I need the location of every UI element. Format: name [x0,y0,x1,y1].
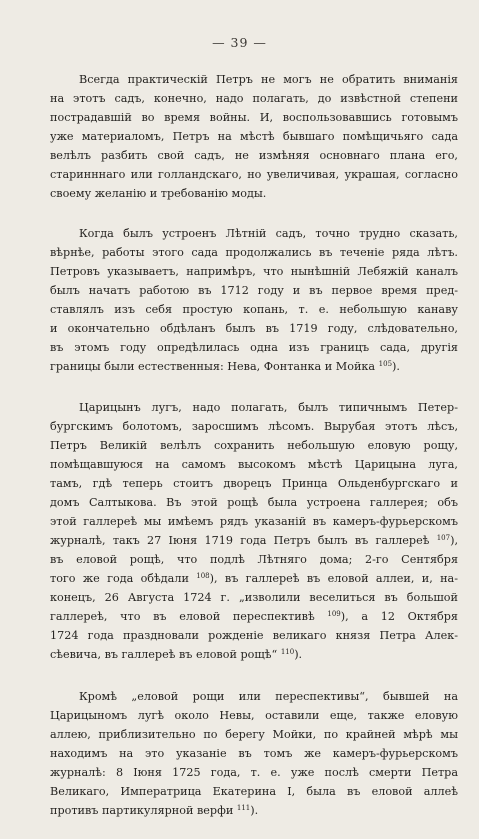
text-line: Кромѣ „еловой рощи или переспективы“, бывшей на [79,690,458,703]
text-line: велѣлъ разбить свой садъ, не измѣняя основнаго плана его, [50,149,458,162]
text-line: Петръ Великiй велѣлъ сохранить небольшую еловую рощу, [50,439,458,452]
text-line: на этотъ садъ, конечно, надо полагать, до извѣстной степени [50,92,458,105]
text-fragment: ), [450,534,458,547]
text-fragment: въ галлереѣ въ еловой аллеи, и, на- [224,572,458,585]
text-line [50,357,458,376]
page-number: — 39 — [212,35,267,50]
footnote-ref-108[interactable]: 108 [196,572,210,580]
text-fragment: ). [250,804,259,817]
footnote-ref-107[interactable]: 107 [436,534,451,542]
text-line [50,569,458,588]
text-fragment: сѣевича, въ галлереѣ въ еловой рощѣ“ [50,648,278,661]
text-line: старинннаго или голландскаго, но увеличивая, украшая, согласно [50,168,458,181]
text-line: бургскимъ болотомъ, заросшимъ лѣсомъ. Вырубая этотъ лѣсъ, [50,420,458,433]
text-line [50,645,458,664]
text-line: 1724 года праздновали рожденiе великаго князя Петра Алек- [50,629,458,642]
paragraph-2 [50,224,458,376]
text-line: ставлялъ изъ себя простую копань, т. е. небольшую канаву [50,303,458,316]
text-line: журналѣ: 8 Iюня 1725 года, т. е. уже послѣ смерти Петра [50,766,458,779]
text-fragment: ), [340,610,349,623]
text-line: помѣщавшуюся на самомъ высокомъ мѣстѣ Царицына луга, [50,458,458,471]
text-line: конецъ, 26 Августа 1724 г. „изволили веселиться въ большой [50,591,458,604]
text-line: своему желанiю и требованiю моды. [50,187,267,200]
text-line: Петровъ указываетъ, напримѣръ, что нынѣшнiй Лебяжiй каналъ [50,265,458,278]
text-line: былъ начатъ работою въ 1712 году и въ первое время пред- [50,284,458,297]
text-line: домъ Салтыкова. Въ этой рощѣ была устроена галлерея; объ [50,496,458,509]
text-line: Великаго, Императрица Екатерина I, была въ еловой аллеѣ [50,785,458,798]
text-line [50,801,458,820]
text-line: Царицыномъ лугѣ около Невы, оставили еще, также еловую [50,709,458,722]
text-line [50,531,458,550]
text-fragment: ), [209,572,218,585]
text-fragment: границы были естественныя: Нева, Фонтанка и Мойка [50,360,376,373]
text-line: вѣрнѣе, работы этого сада продолжались въ теченiе ряда лѣтъ. [50,246,458,259]
text-line: находимъ на это указанiе въ томъ же камеръ-фурьерскомъ [50,747,458,760]
text-line: Царицынъ лугъ, надо полагать, былъ типичнымъ Петер- [79,401,458,414]
footnote-ref-105[interactable]: 105 [378,360,393,368]
paragraph-1 [50,70,458,203]
paragraph-4 [50,687,458,820]
text-line [50,607,458,626]
text-fragment: а 12 Октября [361,610,458,623]
text-line: уже материаломъ, Петръ на мѣстѣ бывшаго помѣщичьяго сада [50,130,458,143]
text-fragment: ). [392,360,400,373]
paragraph-3 [50,398,458,664]
text-line: въ этомъ году опредѣлилась одна изъ границъ сада, другiя [50,341,458,354]
footnote-ref-110[interactable]: 110 [280,648,295,656]
text-line: аллею, приблизительно по берегу Мойки, по крайней мѣрѣ мы [50,728,458,741]
text-line: пострадавшiй во время войны. И, воспользовавшись готовымъ [50,111,458,124]
text-line: Всегда практическiй Петръ не могъ не обратить вниманiя [79,73,458,86]
text-fragment: галлереѣ, что въ еловой переспективѣ [50,610,315,623]
text-fragment: журналѣ, такъ 27 Iюня 1719 года Петръ былъ въ галлереѣ [50,534,430,547]
text-line: Когда былъ устроенъ Лѣтнiй садъ, точно трудно сказать, [79,227,458,240]
text-fragment: противъ партикулярной верфи [50,804,234,817]
text-fragment: того же года обѣдали [50,572,189,585]
text-line: въ еловой рощѣ, что подлѣ Лѣтняго дома; 2-го Сентября [50,553,458,566]
footnote-ref-109[interactable]: 109 [327,610,341,618]
text-line: этой галлереѣ мы имѣемъ рядъ указанiй въ камеръ-фурьерскомъ [50,515,458,528]
footnote-ref-111[interactable]: 111 [236,804,251,812]
text-fragment: ). [294,648,303,661]
body-text [50,70,458,839]
text-line: и окончательно обдѣланъ былъ въ 1719 году, слѣдовательно, [50,322,458,335]
text-line: тамъ, гдѣ теперь стоитъ дворецъ Принца Ольденбургскаго и [50,477,458,490]
